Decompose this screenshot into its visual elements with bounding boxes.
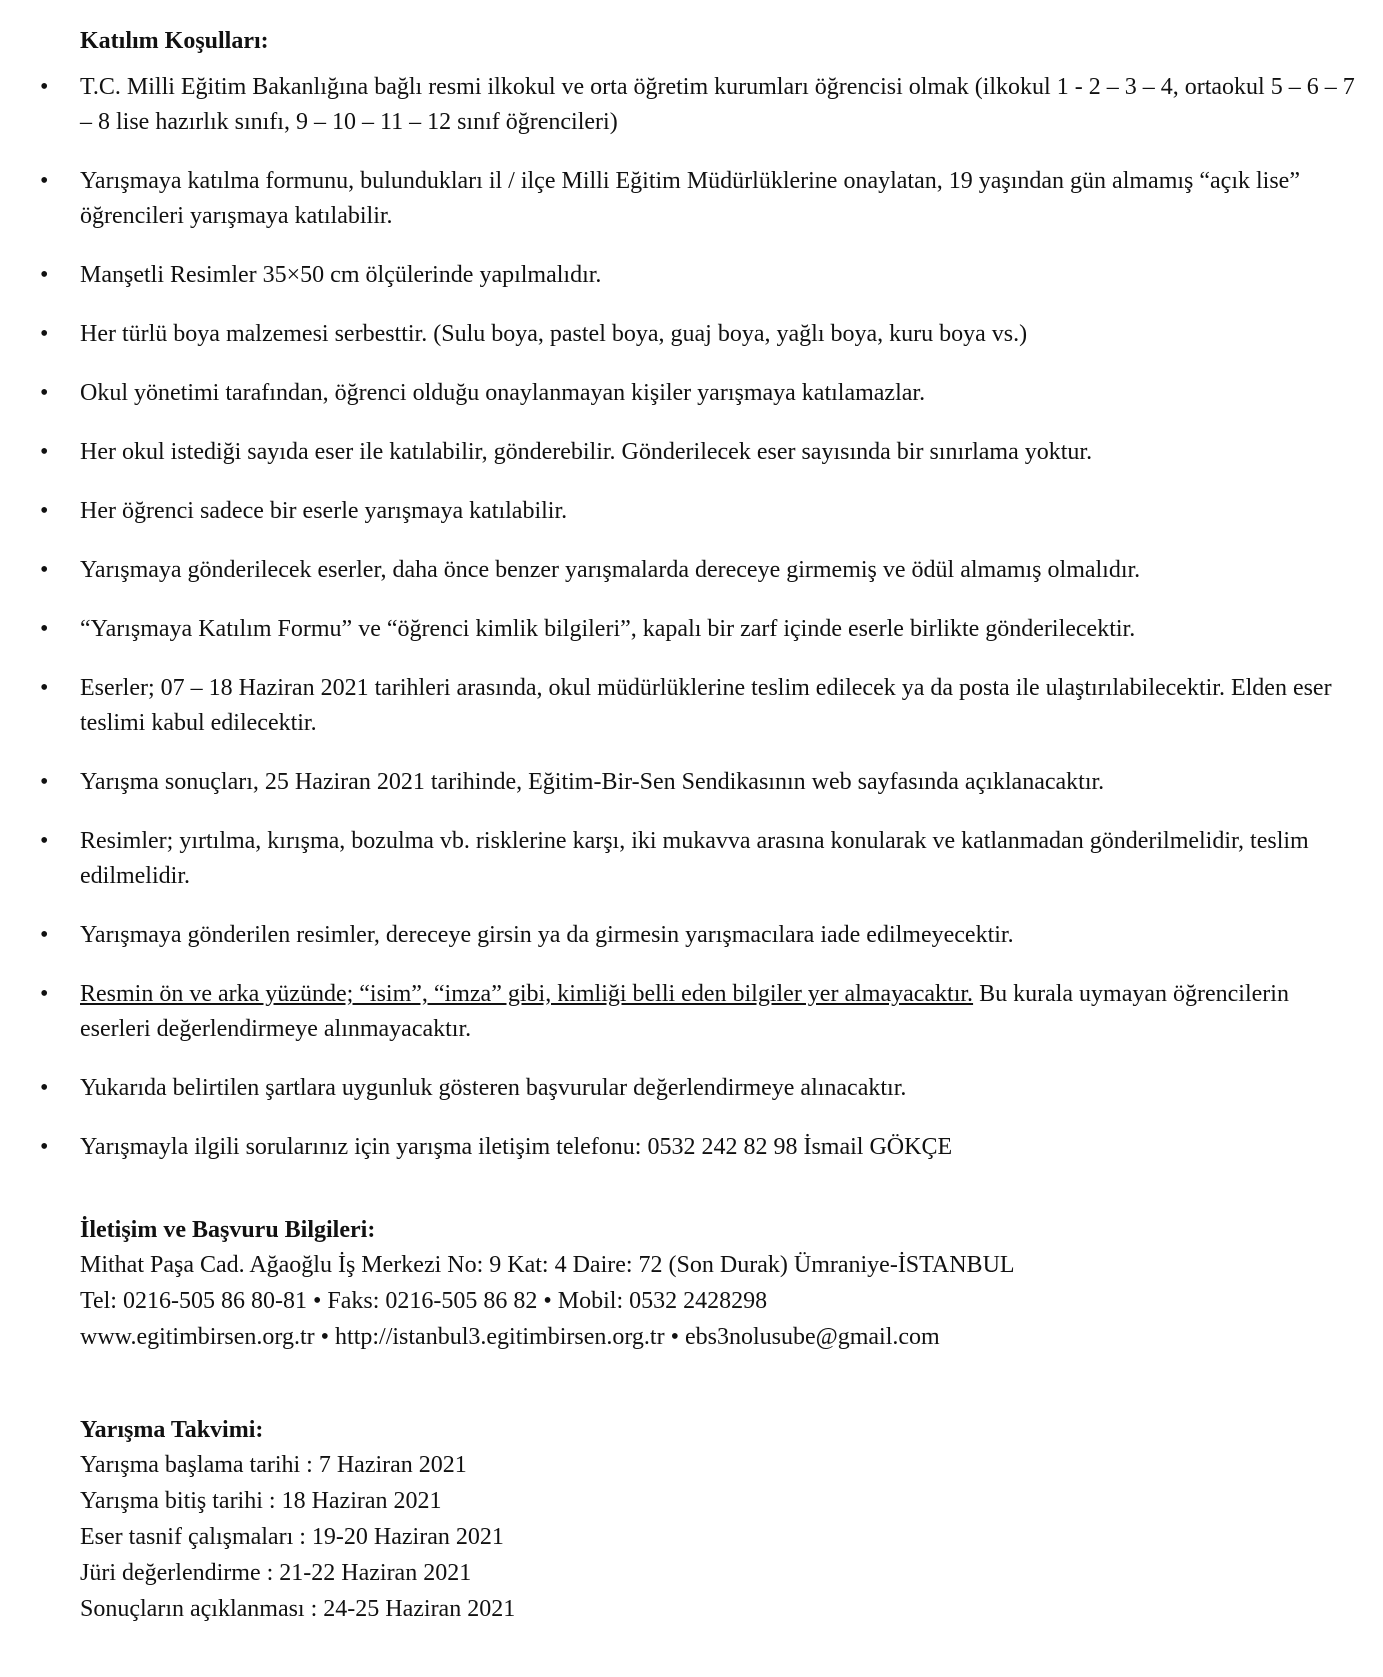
list-item xyxy=(40,977,1360,1047)
bullet: • xyxy=(40,922,49,948)
condition-underlined-text: Resmin ön ve arka yüzünde; “isim”, “imza” gibi, kimliği belli eden bilgiler yer almayacaktır. xyxy=(80,981,974,1007)
list-item xyxy=(40,70,1360,140)
schedule-section xyxy=(80,1413,1340,1627)
list-item xyxy=(40,376,1360,411)
bullet: • xyxy=(40,439,49,465)
contact-heading: İletişim ve Başvuru Bilgileri: xyxy=(80,1217,376,1243)
contact-section xyxy=(80,1213,1340,1355)
contact-web: www.egitimbirsen.org.tr • http://istanbul3.egitimbirsen.org.tr • ebs3nolusube@gmail.com xyxy=(80,1324,940,1350)
list-item xyxy=(40,918,1360,953)
condition-text: Yarışma sonuçları, 25 Haziran 2021 tarihinde, Eğitim-Bir-Sen Sendikasının web sayfasında açıklanacaktır. xyxy=(80,769,1105,795)
condition-text: Resimler; yırtılma, kırışma, bozulma vb. risklerine karşı, iki mukavva arasına konularak ve katlanmadan gönderilmelidir, teslim edilmelidir. xyxy=(80,828,1309,889)
list-item xyxy=(40,765,1360,800)
bullet: • xyxy=(40,675,49,701)
bullet: • xyxy=(40,557,49,583)
list-item xyxy=(40,824,1360,894)
bullet: • xyxy=(40,828,49,854)
list-item xyxy=(40,435,1360,470)
schedule-results: Sonuçların açıklanması : 24-25 Haziran 2021 xyxy=(80,1596,516,1622)
bullet: • xyxy=(40,1134,49,1160)
contact-address: Mithat Paşa Cad. Ağaoğlu İş Merkezi No: 9 Kat: 4 Daire: 72 (Son Durak) Ümraniye-İSTANBUL xyxy=(80,1252,1015,1278)
list-item xyxy=(40,1071,1360,1106)
conditions-list xyxy=(40,70,1360,1189)
schedule-jury: Jüri değerlendirme : 21-22 Haziran 2021 xyxy=(80,1560,472,1586)
bullet: • xyxy=(40,1075,49,1101)
condition-text: Her okul istediği sayıda eser ile katılabilir, gönderebilir. Gönderilecek eser sayısında bir sınırlama yoktur. xyxy=(80,439,1093,465)
bullet: • xyxy=(40,74,49,100)
condition-text: Bu kurala uymayan öğrencilerin eserleri değerlendirmeye alınmayacaktır. xyxy=(80,981,1289,1042)
bullet: • xyxy=(40,498,49,524)
condition-text: Manşetli Resimler 35×50 cm ölçülerinde yapılmalıdır. xyxy=(80,262,602,288)
condition-text: Her türlü boya malzemesi serbesttir. (Sulu boya, pastel boya, guaj boya, yağlı boya, kuru boya vs.) xyxy=(80,321,1028,347)
condition-text: Her öğrenci sadece bir eserle yarışmaya katılabilir. xyxy=(80,498,568,524)
bullet: • xyxy=(40,616,49,642)
condition-text: Yukarıda belirtilen şartlara uygunluk gösteren başvurular değerlendirmeye alınacaktır. xyxy=(80,1075,907,1101)
condition-text: Okul yönetimi tarafından, öğrenci olduğu onaylanmayan kişiler yarışmaya katılamazlar. xyxy=(80,380,926,406)
bullet: • xyxy=(40,168,49,194)
schedule-classification: Eser tasnif çalışmaları : 19-20 Haziran 2021 xyxy=(80,1524,504,1550)
schedule-heading: Yarışma Takvimi: xyxy=(80,1417,264,1443)
condition-text: Eserler; 07 – 18 Haziran 2021 tarihleri arasında, okul müdürlüklerine teslim edilecek ya da posta ile ulaştırılabilecektir. Elden eser teslimi kabul edilecektir. xyxy=(80,675,1332,736)
bullet: • xyxy=(40,262,49,288)
condition-text: “Yarışmaya Katılım Formu” ve “öğrenci kimlik bilgileri”, kapalı bir zarf içinde eserle birlikte gönderilecektir. xyxy=(80,616,1136,642)
conditions-heading: Katılım Koşulları: xyxy=(80,28,269,54)
condition-text: Yarışmayla ilgili sorularınız için yarışma iletişim telefonu: 0532 242 82 98 İsmail GÖKÇE xyxy=(80,1134,953,1160)
list-item xyxy=(40,494,1360,529)
list-item xyxy=(40,258,1360,293)
list-item xyxy=(40,164,1360,234)
bullet: • xyxy=(40,321,49,347)
bullet: • xyxy=(40,769,49,795)
condition-text: Yarışmaya gönderilen resimler, dereceye girsin ya da girmesin yarışmacılara iade edilmeyecektir. xyxy=(80,922,1014,948)
condition-text: T.C. Milli Eğitim Bakanlığına bağlı resmi ilkokul ve orta öğretim kurumları öğrencisi olmak (ilkokul 1 - 2 – 3 – 4, ortaokul 5 – 6 – 7 – 8 lise hazırlık sınıfı, 9 – 10 – 11 – 12 sınıf öğrencileri) xyxy=(80,74,1355,135)
list-item xyxy=(40,553,1360,588)
list-item xyxy=(40,671,1360,741)
condition-text: Yarışmaya katılma formunu, bulundukları il / ilçe Milli Eğitim Müdürlüklerine onaylatan, 19 yaşından gün almamış “açık lise” öğrencileri yarışmaya katılabilir. xyxy=(80,168,1300,229)
contact-phones: Tel: 0216-505 86 80-81 • Faks: 0216-505 86 82 • Mobil: 0532 2428298 xyxy=(80,1288,768,1314)
list-item xyxy=(40,317,1360,352)
schedule-end: Yarışma bitiş tarihi : 18 Haziran 2021 xyxy=(80,1488,442,1514)
list-item xyxy=(40,612,1360,647)
list-item xyxy=(40,1130,1360,1165)
bullet: • xyxy=(40,380,49,406)
schedule-start: Yarışma başlama tarihi : 7 Haziran 2021 xyxy=(80,1452,467,1478)
condition-text: Yarışmaya gönderilecek eserler, daha önce benzer yarışmalarda dereceye girmemiş ve ödül almamış olmalıdır. xyxy=(80,557,1141,583)
bullet: • xyxy=(40,981,49,1007)
